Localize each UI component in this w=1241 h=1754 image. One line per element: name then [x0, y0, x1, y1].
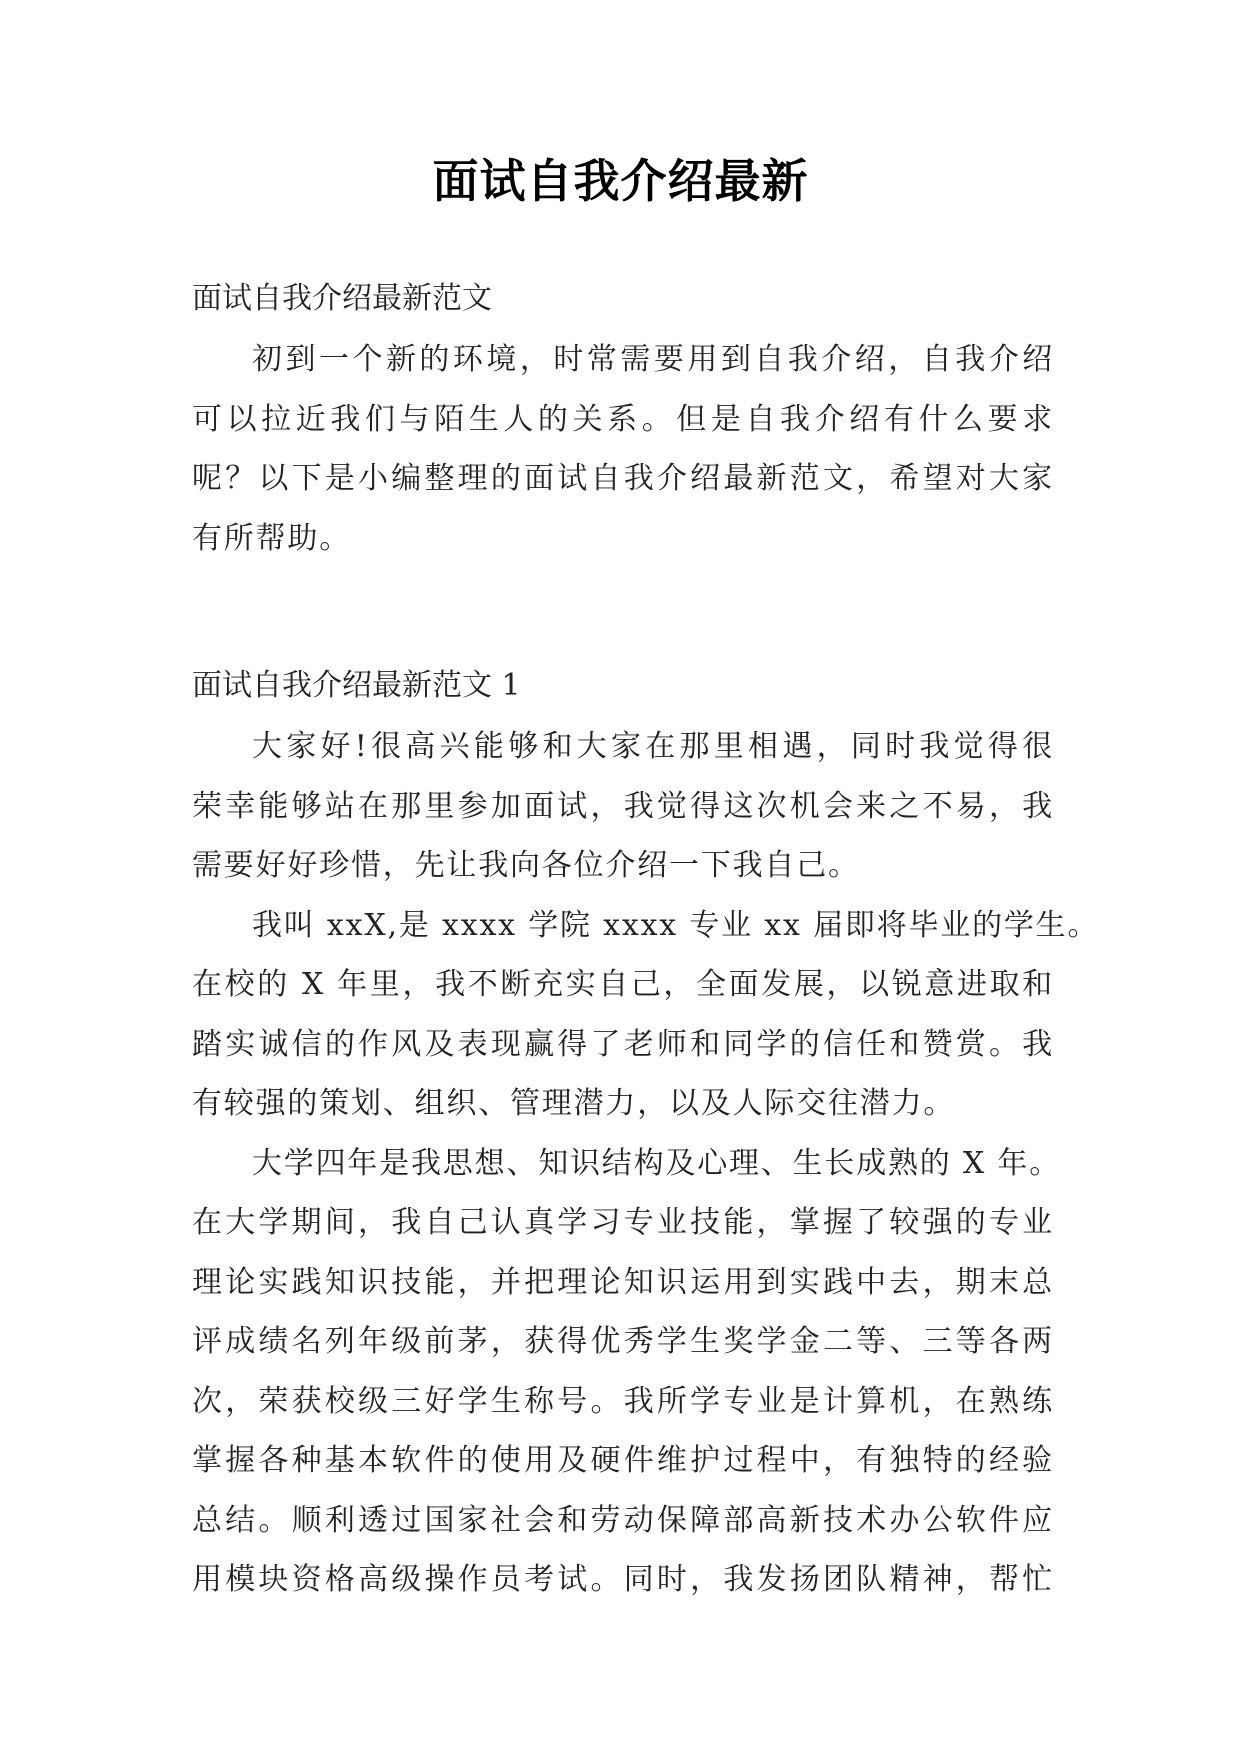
sample-paragraph-1: [192, 717, 1054, 896]
section-heading: 面试自我介绍最新范文: [192, 281, 492, 316]
section-sample-1: [192, 655, 1100, 1610]
text-line: 我叫 xxX,是 xxxx 学院 xxxx 专业 xx 届即将毕业的学生。: [252, 907, 1100, 943]
text-line: 在大学期间，我自己认真学习专业技能，掌握了较强的专业: [192, 1205, 1054, 1240]
text-line: 有所帮助。: [192, 520, 351, 556]
text-line: 踏实诚信的作风及表现赢得了老师和同学的信任和赞赏。我: [192, 1026, 1054, 1062]
text-line: 理论实践知识技能，并把理论知识运用到实践中去，期末总: [192, 1264, 1054, 1300]
text-line: 用模块资格高级操作员考试。同时，我发扬团队精神，帮忙: [192, 1562, 1054, 1597]
sample-paragraph-2: [192, 896, 1100, 1134]
text-line: 初到一个新的环境，时常需要用到自我介绍，自我介绍: [252, 342, 1054, 377]
section-intro: [192, 268, 1054, 568]
text-line: 掌握各种基本软件的使用及硬件维护过程中，有独特的经验: [192, 1443, 1054, 1478]
text-line: 大家好!很高兴能够和大家在那里相遇，同时我觉得很: [252, 729, 1054, 764]
text-line: 大学四年是我思想、知识结构及心理、生长成熟的 X 年。: [252, 1145, 1062, 1181]
text-line: 有较强的策划、组织、管理潜力，以及人际交往潜力。: [192, 1086, 956, 1121]
intro-paragraph: [192, 330, 1054, 568]
text-line: 总结。顺利透过国家社会和劳动保障部高新技术办公软件应: [192, 1502, 1054, 1538]
section-heading: 面试自我介绍最新范文 1: [192, 668, 521, 703]
text-line: 在校的 X 年里，我不断充实自己，全面发展，以锐意进取和: [192, 967, 1054, 1002]
text-line: 可以拉近我们与陌生人的关系。但是自我介绍有什么要求: [192, 401, 1054, 437]
text-line: 荣幸能够站在那里参加面试，我觉得这次机会来之不易，我: [192, 788, 1054, 824]
document-title: 面试自我介绍最新: [432, 154, 809, 208]
text-line: 需要好好珍惜，先让我向各位介绍一下我自己。: [192, 848, 860, 883]
sample-paragraph-3: [192, 1134, 1062, 1610]
text-line: 呢？以下是小编整理的面试自我介绍最新范文，希望对大家: [192, 461, 1054, 496]
text-line: 评成绩名列年级前茅，获得优秀学生奖学金二等、三等各两: [192, 1324, 1054, 1359]
text-line: 次，荣获校级三好学生称号。我所学专业是计算机，在熟练: [192, 1383, 1054, 1419]
